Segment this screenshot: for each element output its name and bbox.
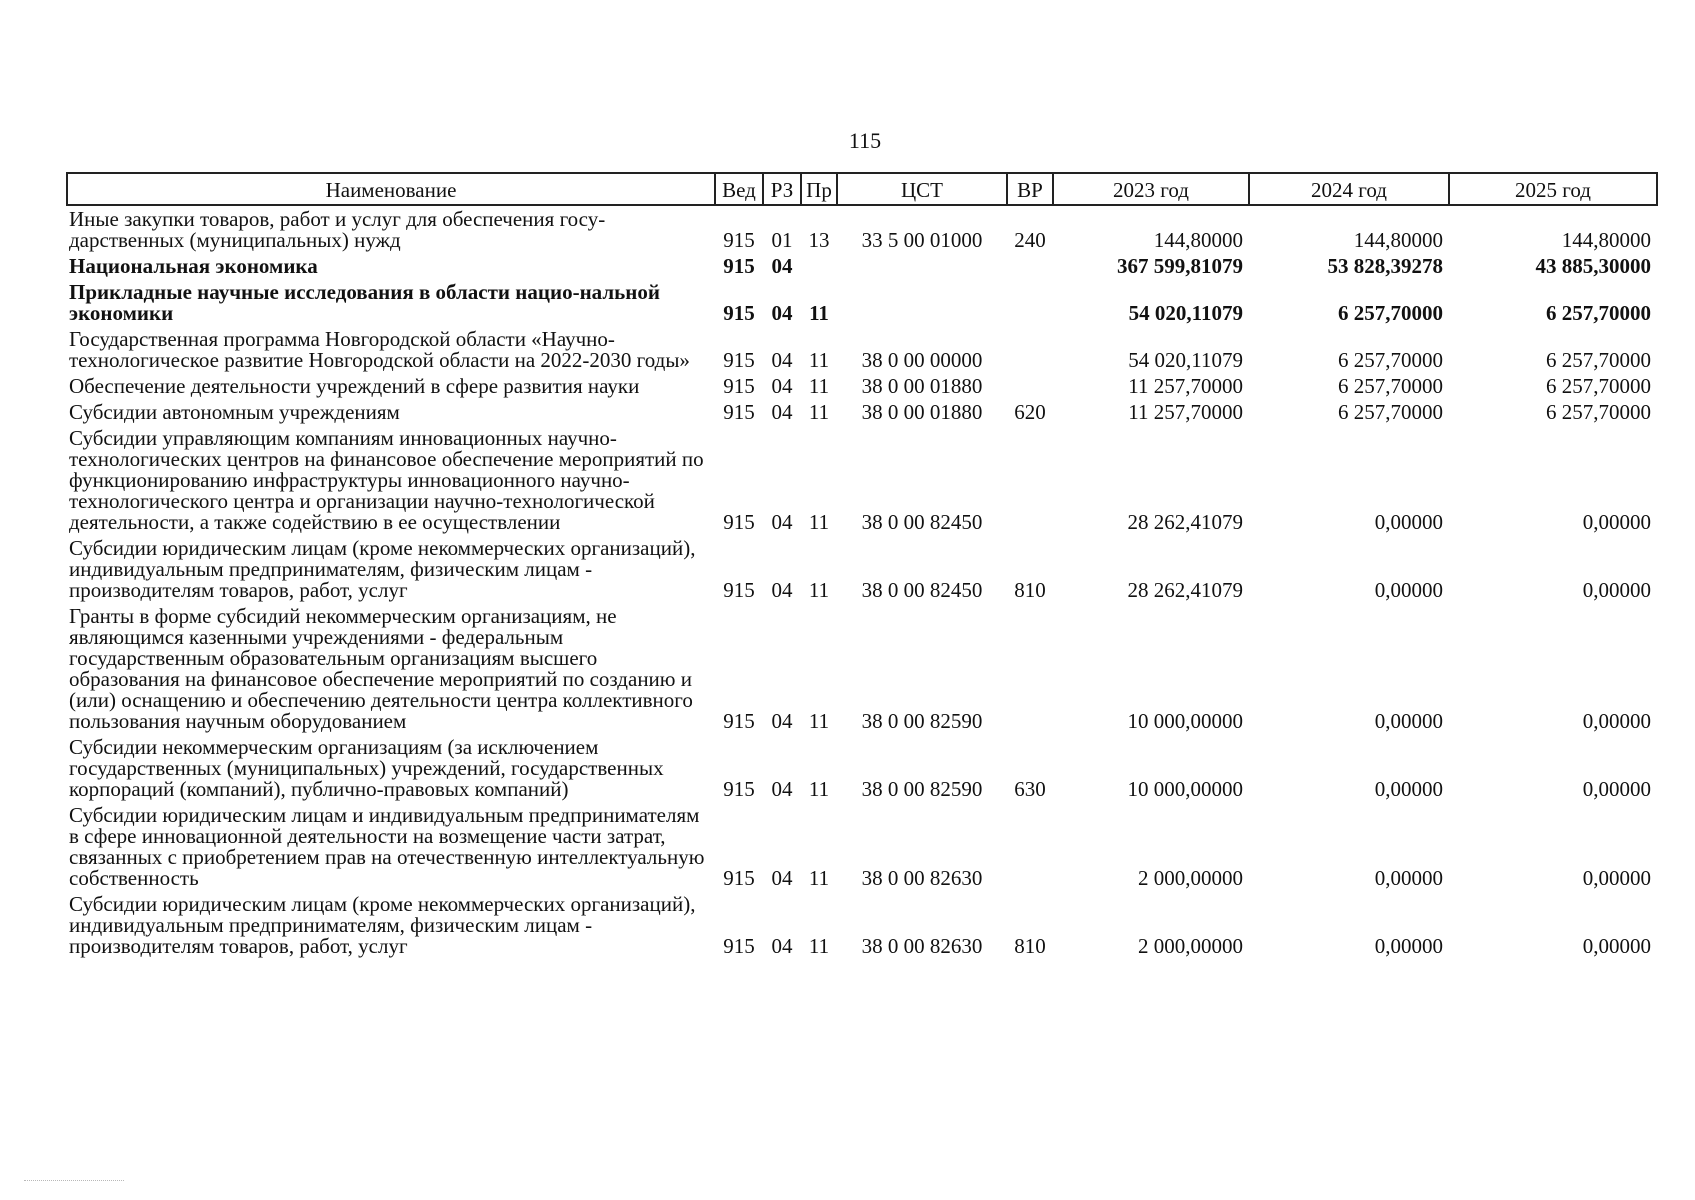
cell-cst: 38 0 00 82630: [861, 934, 983, 958]
table-row: [67, 603, 1657, 734]
cell-vr: 240: [1014, 228, 1046, 252]
cell-2024: 144,80000: [1353, 228, 1443, 252]
cell-name: Субсидии некоммерческим организациям (за исключением государственных (муниципальных) учреждений, государственных корпораций (компаний), публично-правовых компаний): [69, 735, 664, 801]
cell-ved: 915: [723, 578, 755, 602]
cell-ved: 915: [723, 301, 755, 325]
cell-2023: 2 000,00000: [1138, 866, 1243, 890]
table-row: [67, 253, 1657, 279]
cell-cst: 38 0 00 82630: [861, 866, 983, 890]
cell-pr: 11: [808, 709, 830, 733]
cell-pr: 11: [808, 866, 830, 890]
cell-pr: 11: [808, 400, 830, 424]
header-2024: 2024 год: [1249, 173, 1449, 205]
cell-cst: 38 0 00 82590: [861, 777, 983, 801]
cell-name: Субсидии юридическим лицам и индивидуальным предпринимателям в сфере инновационной деятельности на возмещение части затрат, связанных с приобретением прав на отечественную интеллектуальную собственность: [69, 803, 705, 890]
cell-name: Обеспечение деятельности учреждений в сфере развития науки: [69, 374, 640, 398]
cell-vr: [1007, 279, 1053, 326]
cell-cst: 38 0 00 82450: [861, 510, 983, 534]
cell-cst: 38 0 00 82450: [861, 578, 983, 602]
cell-2025: 6 257,70000: [1546, 374, 1651, 398]
table-row: [67, 891, 1657, 959]
cell-2025: 0,00000: [1582, 777, 1651, 801]
cell-2025: 6 257,70000: [1546, 348, 1651, 372]
cell-cst: [837, 279, 1007, 326]
cell-2024: 0,00000: [1374, 777, 1443, 801]
budget-table: [66, 172, 1658, 959]
cell-pr: 11: [808, 374, 830, 398]
cell-rz: 04: [771, 301, 793, 325]
cell-rz: 04: [771, 374, 793, 398]
table-row: [67, 205, 1657, 253]
cell-name: Гранты в форме субсидий некоммерческим организациям, не являющимся казенными учреждениями - федеральным государственным образовательным организациям высшего образования на финансовое обеспечение мероприятий по созданию и (или) оснащению и обеспечению деятельности центра коллективного пользования научным оборудованием: [69, 604, 693, 733]
cell-pr: [801, 253, 837, 279]
cell-2025: 0,00000: [1582, 510, 1651, 534]
cell-name: Иные закупки товаров, работ и услуг для обеспечения госу-дарственных (муниципальных) нужд: [69, 207, 606, 252]
cell-rz: 04: [771, 400, 793, 424]
cell-ved: 915: [723, 228, 755, 252]
cell-2025: 43 885,30000: [1535, 254, 1651, 278]
table-row: [67, 279, 1657, 326]
cell-ved: 915: [723, 510, 755, 534]
header-row: [67, 173, 1657, 205]
cell-rz: 04: [771, 510, 793, 534]
table-row: [67, 802, 1657, 891]
cell-vr: [1007, 603, 1053, 734]
cell-pr: 11: [808, 578, 830, 602]
header-ved: Вед: [715, 173, 763, 205]
page-number: 115: [848, 128, 882, 153]
cell-cst: 38 0 00 01880: [861, 374, 983, 398]
header-name: Наименование: [67, 173, 715, 205]
cell-vr: [1007, 253, 1053, 279]
cell-rz: 04: [771, 348, 793, 372]
cell-2024: 53 828,39278: [1327, 254, 1443, 278]
table-body: [67, 205, 1657, 959]
cell-2023: 11 257,70000: [1128, 374, 1243, 398]
table-row: [67, 425, 1657, 535]
cell-2023: 367 599,81079: [1117, 254, 1243, 278]
cell-rz: 04: [771, 777, 793, 801]
header-pr: Пр: [801, 173, 837, 205]
cell-pr: 11: [808, 934, 830, 958]
cell-rz: 04: [771, 709, 793, 733]
cell-name: Государственная программа Новгородской области «Научно-технологическое развитие Новгородской области на 2022-2030 годы»: [69, 327, 690, 372]
scan-artifact-line: [24, 1180, 124, 1182]
cell-2025: 6 257,70000: [1546, 400, 1651, 424]
cell-name: Субсидии автономным учреждениям: [69, 400, 400, 424]
cell-2023: 10 000,00000: [1127, 777, 1243, 801]
cell-name: Субсидии юридическим лицам (кроме некоммерческих организаций), индивидуальным предпринимателям, физическим лицам - производителям товаров, работ, услуг: [69, 892, 696, 958]
cell-2023: 28 262,41079: [1127, 578, 1243, 602]
cell-vr: 630: [1014, 777, 1046, 801]
cell-pr: 11: [808, 510, 830, 534]
cell-vr: [1007, 326, 1053, 373]
cell-rz: 01: [771, 228, 793, 252]
cell-2023: 11 257,70000: [1128, 400, 1243, 424]
cell-vr: [1007, 802, 1053, 891]
cell-vr: [1007, 425, 1053, 535]
cell-pr: 13: [808, 228, 830, 252]
cell-2024: 0,00000: [1374, 709, 1443, 733]
cell-2025: 0,00000: [1582, 709, 1651, 733]
cell-name: Национальная экономика: [69, 254, 318, 278]
cell-vr: 810: [1014, 934, 1046, 958]
cell-ved: 915: [723, 348, 755, 372]
cell-2023: 10 000,00000: [1127, 709, 1243, 733]
header-2025: 2025 год: [1449, 173, 1657, 205]
cell-2024: 6 257,70000: [1338, 400, 1443, 424]
cell-vr: 810: [1014, 578, 1046, 602]
cell-2023: 144,80000: [1153, 228, 1243, 252]
table-row: [67, 535, 1657, 603]
cell-ved: 915: [723, 400, 755, 424]
cell-vr: [1007, 373, 1053, 399]
cell-2024: 6 257,70000: [1338, 374, 1443, 398]
cell-ved: 915: [723, 934, 755, 958]
cell-2025: 0,00000: [1582, 934, 1651, 958]
cell-vr: 620: [1014, 400, 1046, 424]
cell-2024: 6 257,70000: [1338, 348, 1443, 372]
cell-cst: 38 0 00 82590: [861, 709, 983, 733]
cell-ved: 915: [723, 777, 755, 801]
cell-ved: 915: [723, 374, 755, 398]
cell-name: Прикладные научные исследования в области нацио-нальной экономики: [69, 280, 660, 325]
header-2023: 2023 год: [1053, 173, 1249, 205]
cell-rz: 04: [771, 578, 793, 602]
cell-rz: 04: [771, 866, 793, 890]
cell-2025: 0,00000: [1582, 578, 1651, 602]
cell-2024: 6 257,70000: [1338, 301, 1443, 325]
table-header: [67, 173, 1657, 205]
cell-2023: 2 000,00000: [1138, 934, 1243, 958]
cell-name: Субсидии юридическим лицам (кроме некоммерческих организаций), индивидуальным предпринимателям, физическим лицам - производителям товаров, работ, услуг: [69, 536, 696, 602]
cell-2024: 0,00000: [1374, 934, 1443, 958]
cell-cst: [837, 253, 1007, 279]
cell-ved: 915: [723, 709, 755, 733]
header-cst: ЦСТ: [837, 173, 1007, 205]
cell-rz: 04: [771, 254, 793, 278]
cell-2023: 54 020,11079: [1128, 301, 1243, 325]
cell-pr: 11: [809, 301, 829, 325]
cell-2025: 144,80000: [1561, 228, 1651, 252]
cell-pr: 11: [808, 777, 830, 801]
header-rz: РЗ: [763, 173, 801, 205]
cell-2025: 0,00000: [1582, 866, 1651, 890]
table-row: [67, 399, 1657, 425]
cell-ved: 915: [723, 254, 755, 278]
header-vr: ВР: [1007, 173, 1053, 205]
cell-2023: 28 262,41079: [1127, 510, 1243, 534]
cell-2024: 0,00000: [1374, 578, 1443, 602]
cell-2023: 54 020,11079: [1128, 348, 1243, 372]
cell-cst: 33 5 00 01000: [861, 228, 983, 252]
cell-2024: 0,00000: [1374, 866, 1443, 890]
table-row: [67, 734, 1657, 802]
cell-pr: 11: [808, 348, 830, 372]
cell-cst: 38 0 00 00000: [861, 348, 983, 372]
cell-ved: 915: [723, 866, 755, 890]
cell-2024: 0,00000: [1374, 510, 1443, 534]
cell-cst: 38 0 00 01880: [861, 400, 983, 424]
cell-2025: 6 257,70000: [1546, 301, 1651, 325]
table-row: [67, 373, 1657, 399]
table-row: [67, 326, 1657, 373]
cell-rz: 04: [771, 934, 793, 958]
cell-name: Субсидии управляющим компаниям инновационных научно-технологических центров на финансовое обеспечение мероприятий по функционированию инфраструктуры инновационного научно-технологического центра и организации научно-технологической деятельности, а также содействию в ее осуществлении: [69, 426, 704, 534]
